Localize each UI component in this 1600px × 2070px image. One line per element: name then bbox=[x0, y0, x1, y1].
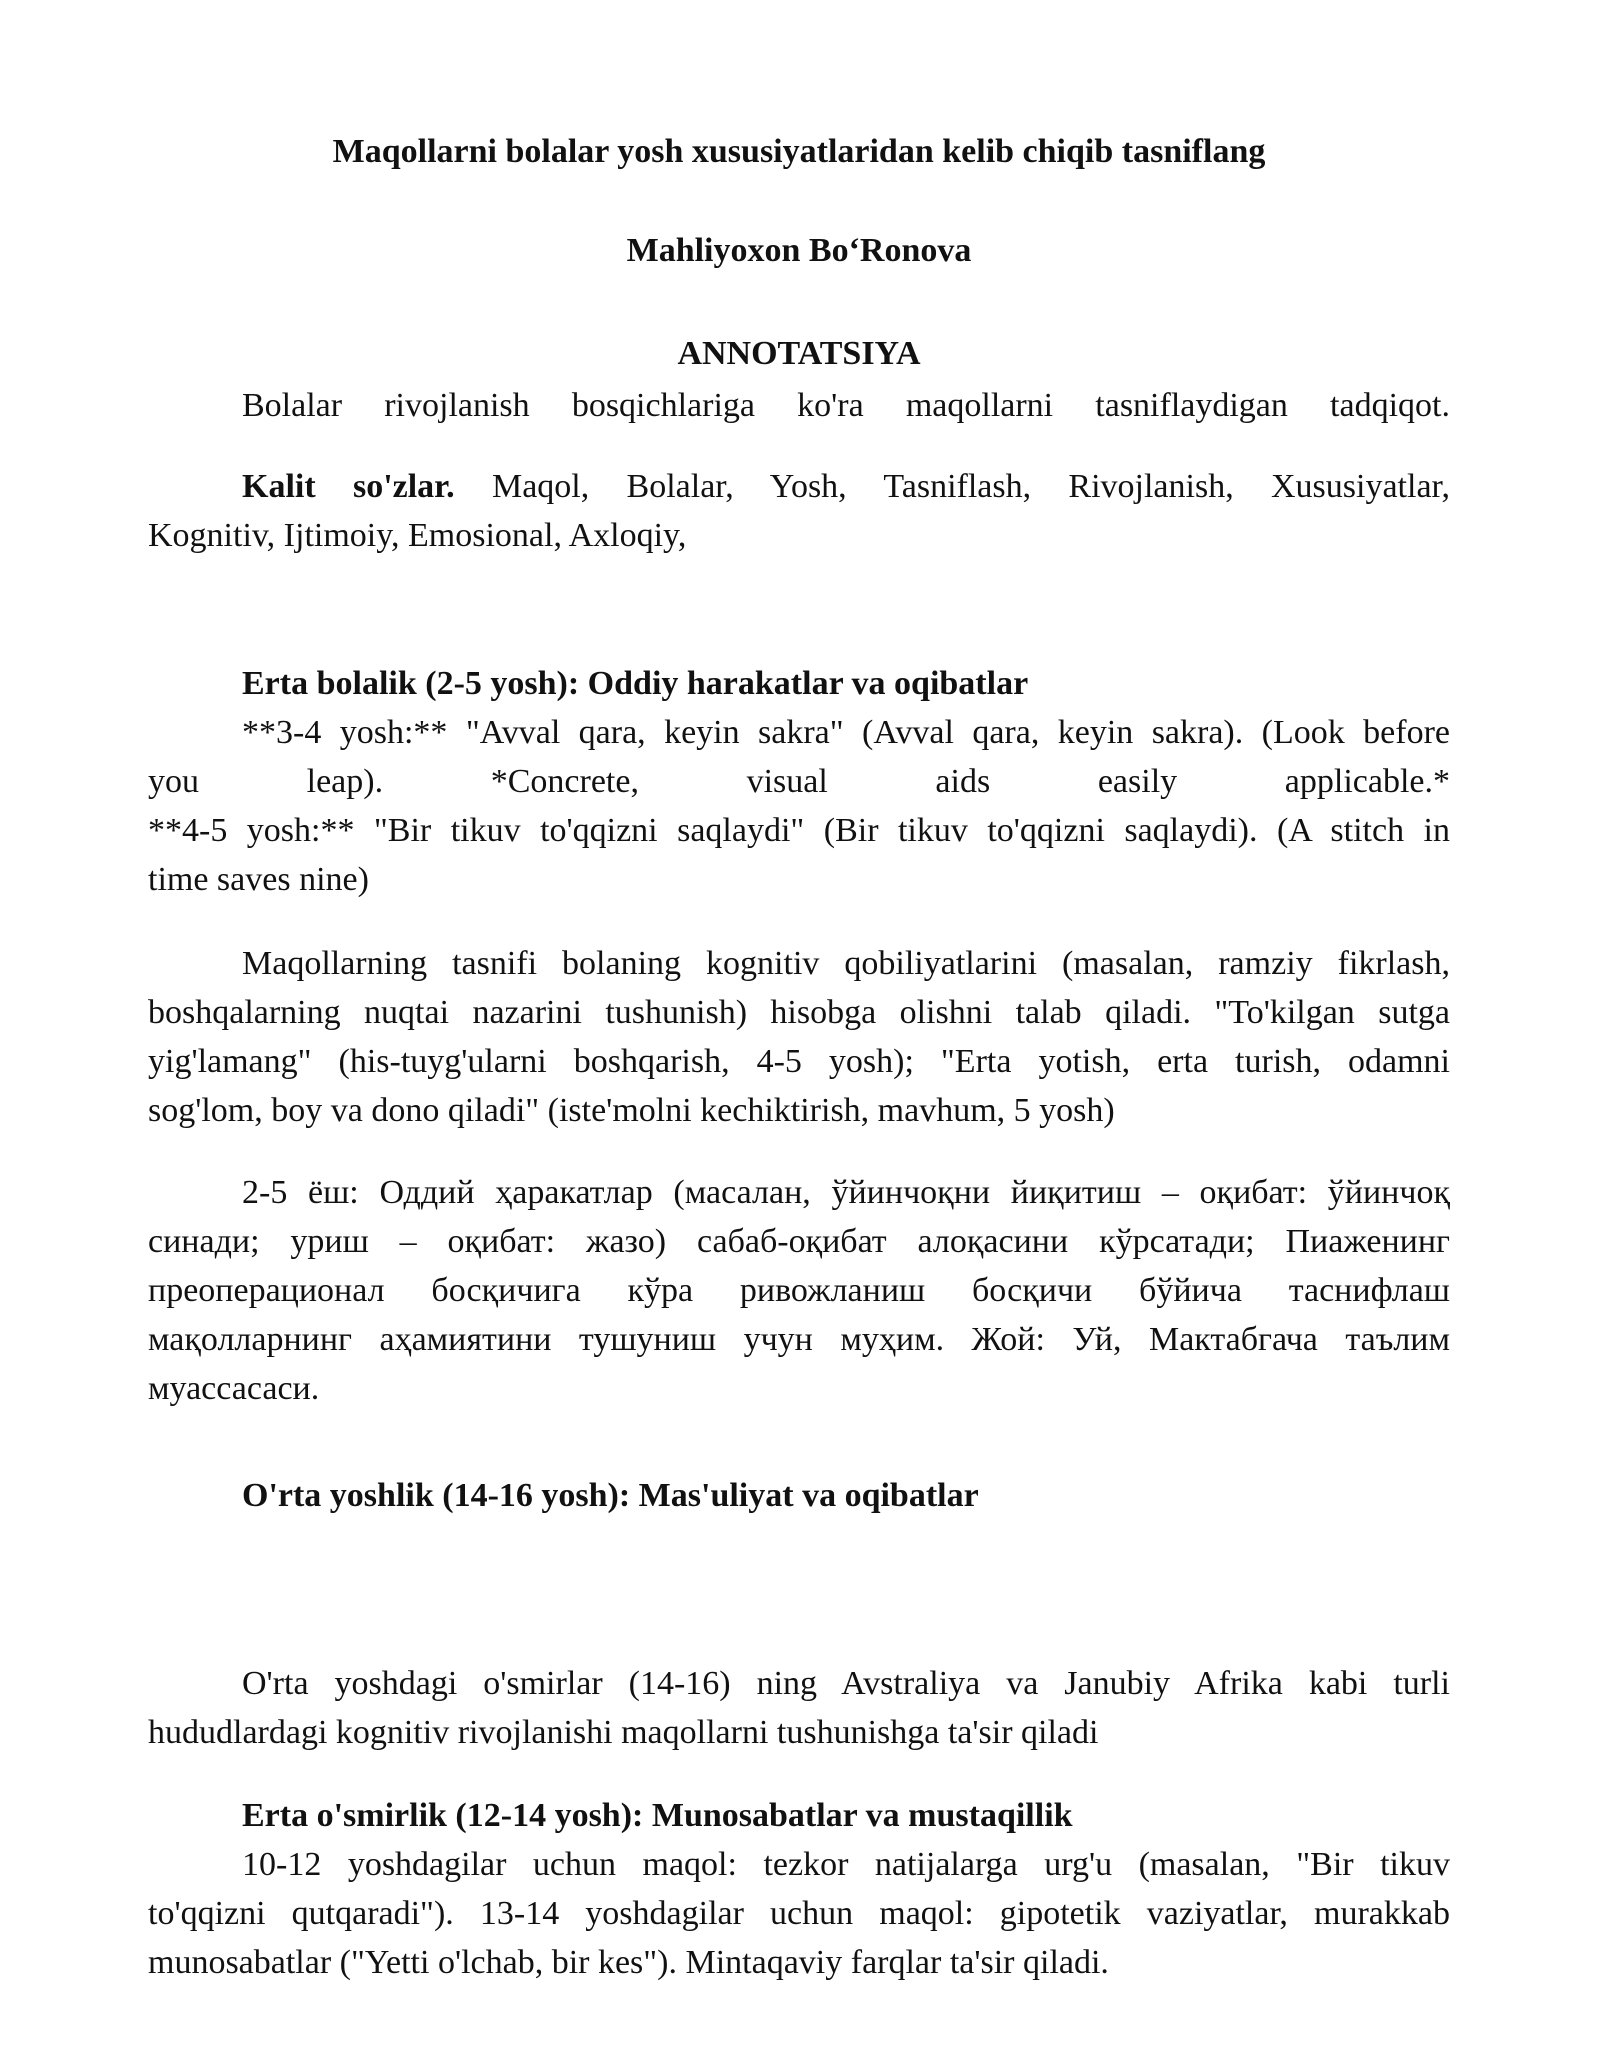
section-heading-early-childhood: Erta bolalik (2-5 yosh): Oddiy harakatlar va oqibatlar bbox=[242, 665, 1029, 702]
keywords-line-2: Kognitiv, Ijtimoiy, Emosional, Axloqiy, bbox=[148, 517, 687, 554]
annotation-heading: ANNOTATSIYA bbox=[677, 335, 921, 372]
section1-paragraph-1 bbox=[148, 708, 1450, 904]
section3-paragraph bbox=[148, 1840, 1450, 1987]
section1-p3-line-3: преоперационал босқичига кўра ривожланиш босқичи бўйича таснифлаш bbox=[148, 1272, 1450, 1309]
author-name: Mahliyoxon Bo‘Ronova bbox=[626, 232, 972, 269]
keywords-line-1 bbox=[148, 462, 1450, 511]
section3-line-2: to'qqizni qutqaradi"). 13-14 yoshdagilar uchun maqol: gipotetik vaziyatlar, murakkab bbox=[148, 1895, 1450, 1932]
section1-p2-line-4: sog'lom, boy va dono qiladi" (iste'molni kechiktirish, mavhum, 5 yosh) bbox=[148, 1092, 1115, 1129]
section1-p3-line-1: 2-5 ёш: Оддий ҳаракатлар (масалан, ўйинчоқни йиқитиш – оқибат: ўйинчоқ bbox=[242, 1174, 1450, 1211]
document-title: Maqollarni bolalar yosh xususiyatlaridan kelib chiqib tasniflang bbox=[332, 133, 1266, 170]
keywords-list-1: Maqol, Bolalar, Yosh, Tasniflash, Rivojlanish, Xususiyatlar, bbox=[491, 468, 1450, 505]
annotation-line: Bolalar rivojlanish bosqichlariga ko'ra maqollarni tasniflaydigan tadqiqot. bbox=[242, 387, 1450, 424]
section1-p2-line-2: boshqalarning nuqtai nazarini tushunish) hisobga olishni talab qiladi. "To'kilgan sutga bbox=[148, 994, 1450, 1031]
section2-paragraph bbox=[148, 1659, 1450, 1757]
section-heading-middle-youth: O'rta yoshlik (14-16 yosh): Mas'uliyat va oqibatlar bbox=[242, 1477, 979, 1514]
section3-line-1: 10-12 yoshdagilar uchun maqol: tezkor natijalarga urg'u (masalan, "Bir tikuv bbox=[242, 1846, 1450, 1883]
section1-line-3: **4-5 yosh:** "Bir tikuv to'qqizni saqlaydi" (Bir tikuv to'qqizni saqlaydi). (A stitch in bbox=[148, 812, 1450, 849]
section1-paragraph-3 bbox=[148, 1168, 1450, 1413]
section3-line-3: munosabatlar ("Yetti o'lchab, bir kes"). Mintaqaviy farqlar ta'sir qiladi. bbox=[148, 1944, 1109, 1981]
keywords-paragraph bbox=[148, 462, 1450, 560]
section-heading-early-adolescence: Erta o'smirlik (12-14 yosh): Munosabatlar va mustaqillik bbox=[242, 1797, 1073, 1834]
section1-line-1: **3-4 yosh:** "Avval qara, keyin sakra" (Avval qara, keyin sakra). (Look before bbox=[242, 714, 1450, 751]
section1-paragraph-2 bbox=[148, 939, 1450, 1135]
keywords-label: Kalit so'zlar. bbox=[242, 468, 455, 505]
section1-p3-line-4: мақолларнинг аҳамиятини тушуниш учун муҳим. Жой: Уй, Мактабгача таълим bbox=[148, 1321, 1450, 1358]
section1-p3-line-2: синади; уриш – оқибат: жазо) сабаб-оқибат алоқасини кўрсатади; Пиаженинг bbox=[148, 1223, 1450, 1260]
section1-p2-line-1: Maqollarning tasnifi bolaning kognitiv qobiliyatlarini (masalan, ramziy fikrlash, bbox=[242, 945, 1450, 982]
section1-line-2: you leap). *Concrete, visual aids easily applicable.* bbox=[148, 763, 1450, 800]
section1-line-4: time saves nine) bbox=[148, 861, 369, 898]
section1-p3-line-5: муассасаси. bbox=[148, 1370, 320, 1407]
section2-line-2: hududlardagi kognitiv rivojlanishi maqollarni tushunishga ta'sir qiladi bbox=[148, 1714, 1099, 1751]
annotation-text bbox=[148, 381, 1450, 430]
section1-p2-line-3: yig'lamang" (his-tuyg'ularni boshqarish, 4-5 yosh); "Erta yotish, erta turish, odamni bbox=[148, 1043, 1450, 1080]
section2-line-1: O'rta yoshdagi o'smirlar (14-16) ning Avstraliya va Janubiy Afrika kabi turli bbox=[242, 1665, 1450, 1702]
